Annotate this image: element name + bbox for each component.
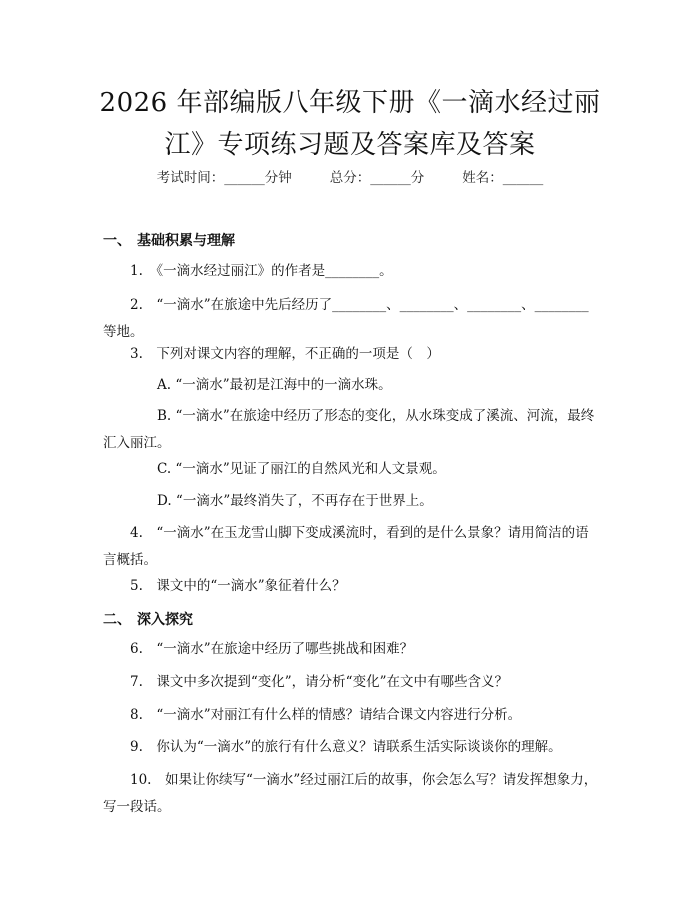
section-title: 深入探究	[137, 612, 193, 628]
question-6: 6. “一滴水”在旅途中经历了哪些挑战和困难？	[130, 641, 414, 657]
title-line-2: 江》专项练习题及答案库及答案	[164, 130, 536, 160]
total-score-field: 总分：______分	[329, 170, 425, 186]
question-5: 5. 课文中的“一滴水”象征着什么？	[130, 578, 346, 594]
title-line-1: 2026 年部编版八年级下册《一滴水经过丽	[99, 88, 601, 118]
question-8: 8. “一滴水”对丽江有什么样的情感？请结合课文内容进行分析。	[130, 707, 522, 723]
question-3-option-a: A. “一滴水”最初是江海中的一滴水珠。	[157, 377, 392, 393]
student-name-field: 姓名：______	[462, 170, 544, 186]
question-7: 7. 课文中多次提到“变化”，请分析“变化”在文中有哪些含义？	[130, 674, 508, 690]
section-heading-1	[103, 231, 235, 251]
section-title: 基础积累与理解	[137, 233, 235, 249]
section-number: 一、	[103, 233, 131, 249]
question-2: 2. “一滴水”在旅途中先后经历了________、________、________、________等地。	[103, 297, 589, 340]
question-1: 1. 《一滴水经过丽江》的作者是________。	[130, 263, 393, 279]
question-10: 10. 如果让你续写“一滴水”经过丽江后的故事，你会怎么写？请发挥想象力，写一段话。	[103, 772, 598, 815]
section-heading-2	[103, 610, 193, 630]
question-9: 9. 你认为“一滴水”的旅行有什么意义？请联系生活实际谈谈你的理解。	[130, 739, 562, 755]
exam-time-field: 考试时间：______分钟	[156, 170, 292, 186]
question-4: 4. “一滴水”在玉龙雪山脚下变成溪流时，看到的是什么景象？请用简洁的语言概括。	[103, 525, 589, 568]
question-3: 3. 下列对课文内容的理解，不正确的一项是（ ）	[130, 346, 440, 362]
exam-info-line	[0, 168, 700, 188]
section-number: 二、	[103, 612, 131, 628]
question-3-option-d: D. “一滴水”最终消失了，不再存在于世界上。	[157, 493, 433, 509]
question-3-option-b: B. “一滴水”在旅途中经历了形态的变化，从水珠变成了溪流、河流，最终汇入丽江。	[103, 408, 595, 451]
document-title	[70, 82, 630, 166]
question-3-option-c: C. “一滴水”见证了丽江的自然风光和人文景观。	[157, 461, 446, 477]
